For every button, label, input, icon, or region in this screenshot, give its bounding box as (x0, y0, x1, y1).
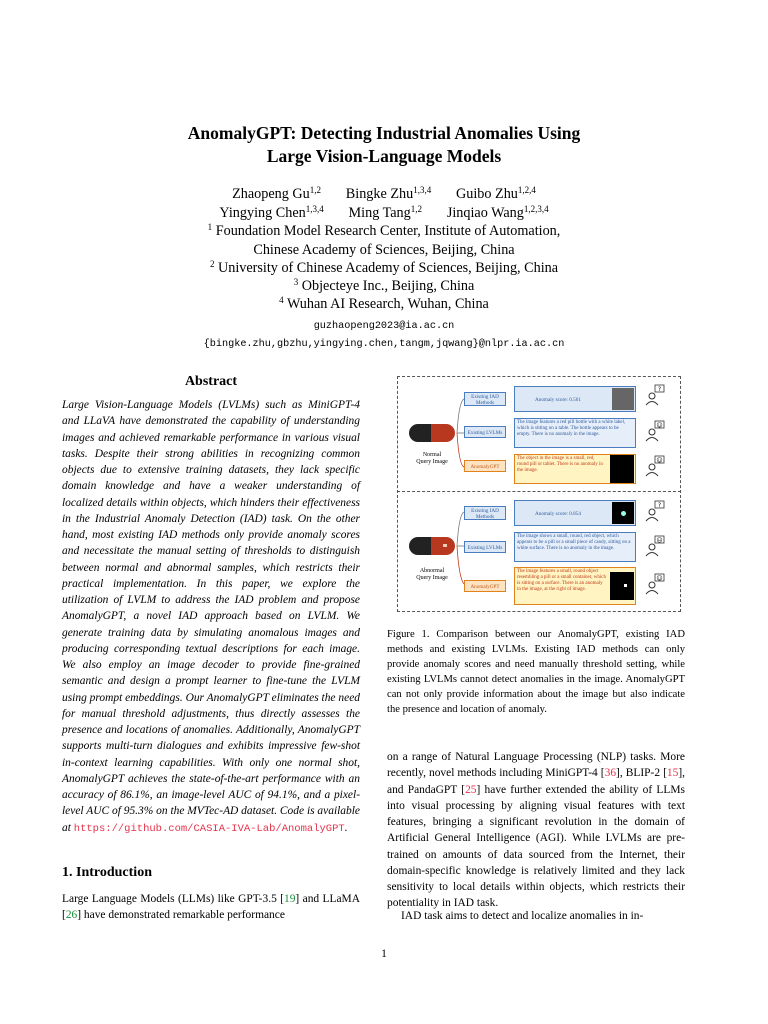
affiliation-1-line-2 (0, 241, 768, 259)
affiliation-3 (0, 277, 768, 295)
body-text: on a range of Natural Language Processing (NLP) tasks. More recently, novel methods including MiniGPT-4 [ (387, 751, 685, 780)
top-iad-heatmap (612, 388, 634, 410)
code-link[interactable]: https://github.com/CASIA-IVA-Lab/AnomalyGPT (73, 822, 345, 835)
intro-text: ] have demonstrated remarkable performance (77, 909, 285, 922)
body-text: ] have further extended the ability of LLMs into visual processing by aligning visual features with text features, bringing a significant revolution in the domain of Artificial General Intelligence (AGI). While LVLMs are pre-trained on amounts of data sourced from the Internet, their domain-specific knowledge is relatively limited and they lack sensitivity to local details within objects, which restricts their potentiality in IAD task. (387, 783, 685, 910)
affiliation-1 (0, 222, 768, 240)
top-iad-output: Anomaly score: 0.561 (514, 386, 636, 412)
bottom-iad-heatmap (612, 502, 634, 524)
bottom-iad-box (464, 506, 506, 520)
affiliation-text: Chinese Academy of Sciences, Beijing, China (253, 242, 515, 258)
affiliation-2 (0, 259, 768, 277)
author-affiliation: 1,3,4 (413, 185, 432, 195)
figure-caption: Figure 1. Comparison between our AnomalyGPT, existing IAD methods and existing LVLMs. Existing IAD methods can only provide anomaly scores and need manually threshold setting, while existing LVLMs cannot detect anomalies in the image. AnomalyGPT can not only provide information about the image but also indicate the presence and location of anomaly. (387, 629, 685, 715)
citation-link[interactable]: 15 (666, 767, 679, 780)
author-row-2 (0, 204, 768, 222)
right-column-paragraph-2: IAD task aims to detect and localize anomalies in in- (401, 910, 644, 922)
affiliation-number: 3 (293, 277, 299, 287)
author-affiliation: 1,2 (309, 185, 321, 195)
abstract-end: . (344, 821, 348, 834)
svg-text:☺: ☺ (656, 575, 663, 582)
bottom-iad-output: Anomaly score: 0.854 (514, 500, 636, 526)
affiliation-text: University of Chinese Academy of Sciences, Beijing, China (218, 260, 559, 276)
intro-heading: 1. Introduction (62, 865, 152, 880)
abnormal-pill-image (409, 537, 455, 555)
intro-text: ] and LLaMA [ (62, 893, 360, 922)
body-text: ], BLIP-2 [ (616, 767, 667, 780)
figure-divider (397, 491, 681, 492)
affiliation-number: 4 (279, 295, 284, 305)
author-affiliation: 1,2,3,4 (523, 204, 549, 214)
affiliation-number: 2 (209, 259, 215, 269)
author-affiliation: 1,3,4 (305, 204, 324, 214)
author-name: Bingke Zhu (345, 186, 414, 202)
email-2[interactable]: {bingke.zhu,gbzhu,yingying.chen,tangm,jqwang}@nlpr.ia.ac.cn (203, 339, 565, 350)
paper-title (0, 122, 768, 168)
abstract-body: Large Vision-Language Models (LVLMs) such as MiniGPT-4 and LLaVA have demonstrated the capability of understanding images and achieved remarkable performance in various visual tasks. Despite their strong abilities in recognizing common objects due to extensive training datasets, they lack specific domain knowledge and have a weaker understanding of localized details within objects, which hinders their effectiveness in the Industrial Anomaly Detection (IAD) task. On the other hand, most existing IAD methods only provide anomaly scores and necessitate the manual setting of thresholds to distinguish between normal and abnormal samples, which restricts their practical implementation. In this paper, we explore the utilization of LVLM to address the IAD problem and propose AnomalyGPT, a novel IAD approach based on LVLM. We generate training data by simulating anomalous images and producing corresponding textual descriptions for each image. We also employ an image decoder to provide fine-grained semantic and design a prompt learner to fine-tune the LVLM using prompt embeddings. Our AnomalyGPT eliminates the need for manual threshold adjustments, thus directly assesses the presence and locations of anomalies. Additionally, AnomalyGPT supports multi-turn dialogues and exhibits impressive few-shot in-context learning capabilities. With only one normal shot, AnomalyGPT achieves the state-of-the-art performance with an accuracy of 86.1%, an image-level AUC of 94.1%, and a pixel-level AUC of 95.3% on the MVTec-AD dataset. Code is available at (62, 399, 360, 834)
user-question-icon (645, 455, 665, 477)
svg-text:?: ? (657, 386, 662, 393)
bottom-lvlm-output: The image shows a small, round, red object, which appears to be a pill or a small piece of candy, sitting on a white surface. There is no anomaly in the image. (514, 532, 636, 562)
normal-query-label: Normal Query Image (416, 452, 448, 465)
user-question-icon (645, 420, 665, 442)
intro-paragraph (62, 891, 360, 924)
email-1[interactable]: guzhaopeng2023@ia.ac.cn (313, 321, 455, 332)
abstract-text (62, 397, 360, 837)
abnormal-query-label: Abnormal Query Image (416, 568, 448, 581)
affiliation-text: Foundation Model Research Center, Institute of Automation, (215, 223, 561, 239)
abstract-heading: Abstract (184, 374, 238, 389)
normal-pill-image (409, 424, 455, 442)
top-iad-box (464, 392, 506, 406)
title-line-1: AnomalyGPT: Detecting Industrial Anomalies Using (187, 123, 581, 143)
author-name: Jinqiao Wang (446, 205, 524, 221)
affiliation-text: Wuhan AI Research, Wuhan, China (286, 296, 489, 312)
user-question-icon (645, 500, 665, 522)
citation-link[interactable]: 26 (65, 909, 78, 922)
top-agpt-output: The object in the image is a small, red, round pill or tablet. There is no anomaly in the image. (514, 454, 636, 484)
intro-text: Large Language Models (LLMs) like GPT-3.5 [ (62, 893, 284, 905)
author-name: Guibo Zhu (456, 186, 518, 202)
affiliation-text: Objecteye Inc., Beijing, China (301, 278, 475, 294)
author-name: Ming Tang (348, 205, 411, 221)
title-line-2: Large Vision-Language Models (266, 146, 502, 166)
author-name: Zhaopeng Gu (232, 186, 310, 202)
author-row-1 (0, 185, 768, 203)
top-lvlm-output: The image features a red pill bottle with a white label, which is sitting on a table. The bottle appears to be empty. There is no anomaly in the image. (514, 418, 636, 448)
svg-text:?: ? (657, 502, 662, 509)
top-agpt-mask (610, 455, 634, 483)
user-question-icon (645, 573, 665, 595)
iad-label: Existing IAD Methods (471, 394, 499, 406)
page-number: 1 (381, 948, 387, 960)
user-question-icon (645, 535, 665, 557)
citation-link[interactable]: 36 (604, 767, 617, 780)
affiliation-number: 1 (207, 222, 213, 232)
right-column-paragraph (387, 749, 685, 912)
author-affiliation: 1,2 (410, 204, 422, 214)
citation-link[interactable]: 19 (283, 893, 296, 905)
svg-text:☺: ☺ (656, 422, 663, 429)
iad-label: Existing IAD Methods (471, 508, 499, 520)
body-text: ], and PandaGPT [ (387, 767, 685, 796)
bottom-agpt-box: AnomalyGPT (464, 580, 506, 592)
svg-text:☹: ☹ (656, 537, 663, 544)
bottom-agpt-output: The image features a small, round object resembling a pill or a small container, which is sitting on a surface. There is an anomaly in the image, at the right of image. (514, 567, 636, 605)
author-name: Yingying Chen (219, 205, 306, 221)
author-affiliation: 1,2,4 (517, 185, 536, 195)
top-agpt-box: AnomalyGPT (464, 460, 506, 472)
bottom-agpt-mask (610, 572, 634, 600)
svg-text:☺: ☺ (656, 457, 663, 464)
user-question-icon (645, 384, 665, 406)
top-lvlm-box: Existing LVLMs (464, 426, 506, 438)
citation-link[interactable]: 25 (465, 783, 477, 796)
bottom-lvlm-box: Existing LVLMs (464, 541, 506, 553)
affiliation-4 (0, 295, 768, 313)
